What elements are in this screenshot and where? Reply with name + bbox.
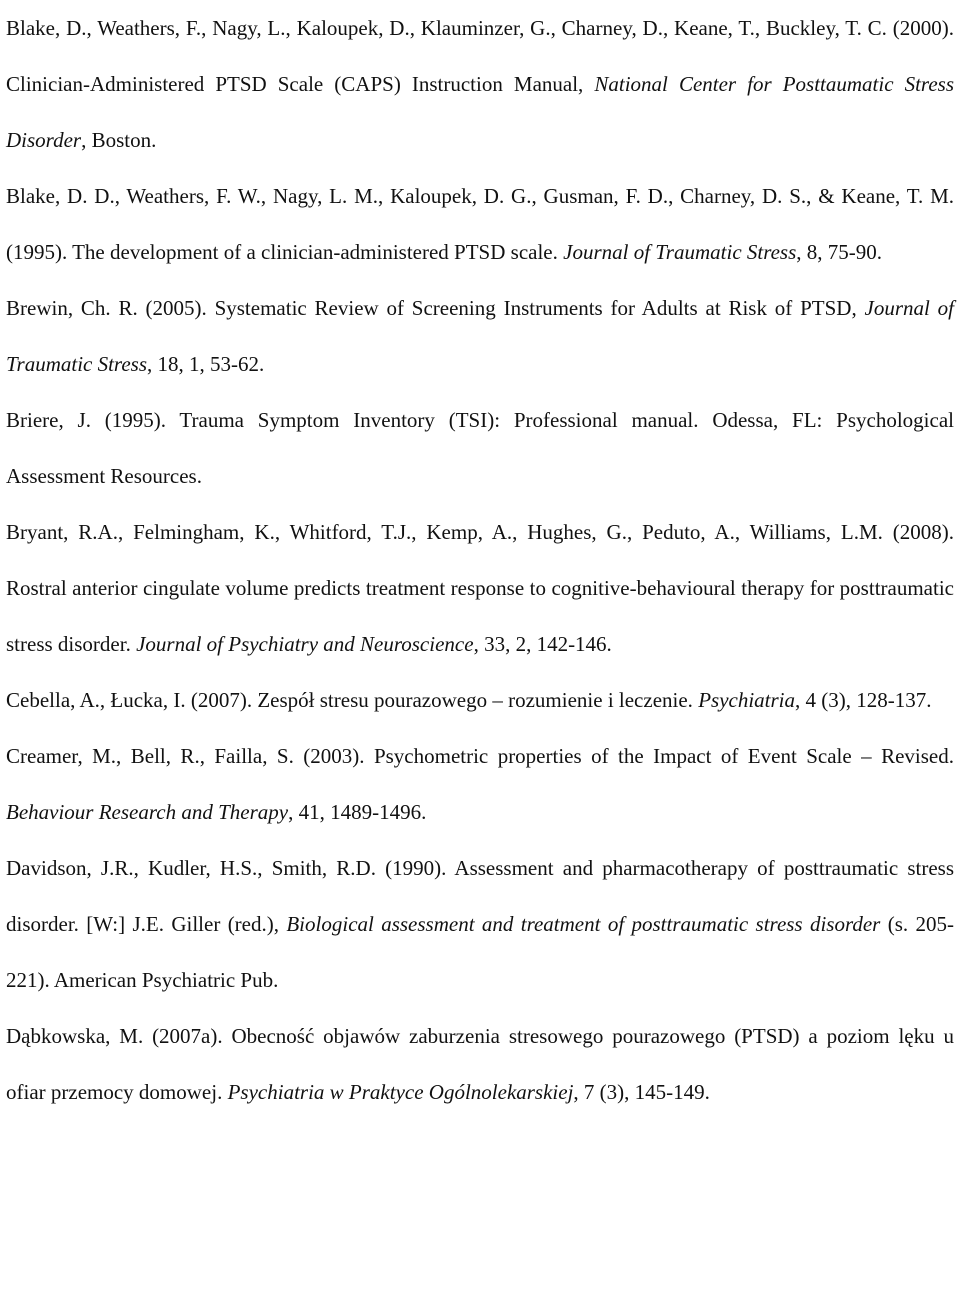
reference-entry xyxy=(6,168,954,280)
reference-entry xyxy=(6,840,954,1008)
reference-text: , 8, 75-90. xyxy=(796,240,883,264)
reference-text: (s. 205-221). American Psychiatric Pub. xyxy=(6,912,954,992)
reference-text: , 7 (3), 145-149. xyxy=(573,1080,710,1104)
reference-text: , 41, 1489-1496. xyxy=(288,800,427,824)
reference-source-title: Biological assessment and treatment of posttraumatic stress disorder xyxy=(286,912,881,936)
reference-entry xyxy=(6,672,954,728)
reference-text: , 33, 2, 142-146. xyxy=(473,632,612,656)
reference-source-title: Psychiatria w Praktyce Ogólnolekarskiej xyxy=(227,1080,574,1104)
reference-list xyxy=(6,0,954,1120)
reference-text: Briere, J. (1995). Trauma Symptom Inventory (TSI): Professional manual. Odessa, FL: Psychological Assessment Resources. xyxy=(6,408,954,488)
reference-source-title: Psychiatria xyxy=(698,688,796,712)
reference-text: Cebella, A., Łucka, I. (2007). Zespół stresu pourazowego – rozumienie i leczenie. xyxy=(6,688,699,712)
reference-text: , 4 (3), 128-137. xyxy=(795,688,932,712)
reference-text: Bryant, R.A., Felmingham, K., Whitford, T.J., Kemp, A., Hughes, G., Peduto, A., Williams, L.M. (2008). Rostral anterior cingulate volume predicts treatment response to cognitive-behavioural therapy for posttraumatic stress disorder. xyxy=(6,520,954,656)
reference-text: Blake, D., Weathers, F., Nagy, L., Kaloupek, D., Klauminzer, G., Charney, D., Keane, T., Buckley, T. C. (2000). Clinician-Administered PTSD Scale (CAPS) Instruction Manual, xyxy=(6,16,954,96)
reference-text: Davidson, J.R., Kudler, H.S., Smith, R.D. (1990). Assessment and pharmacotherapy of posttraumatic stress disorder. [W:] J.E. Giller (red.), xyxy=(6,856,954,936)
reference-source-title: Journal of Traumatic Stress xyxy=(6,296,954,376)
reference-source-title: Behaviour Research and Therapy xyxy=(6,800,289,824)
reference-entry xyxy=(6,392,954,504)
reference-entry xyxy=(6,1008,954,1120)
reference-entry xyxy=(6,728,954,840)
reference-source-title: Journal of Psychiatry and Neuroscience xyxy=(136,632,474,656)
reference-entry xyxy=(6,280,954,392)
reference-text: Dąbkowska, M. (2007a). Obecność objawów zaburzenia stresowego pourazowego (PTSD) a poziom lęku u ofiar przemocy domowej. xyxy=(6,1024,954,1104)
reference-text: , Boston. xyxy=(81,128,157,152)
reference-text: Brewin, Ch. R. (2005). Systematic Review of Screening Instruments for Adults at Risk of PTSD, xyxy=(6,296,865,320)
reference-entry xyxy=(6,0,954,168)
reference-source-title: Journal of Traumatic Stress xyxy=(563,240,797,264)
reference-text: Creamer, M., Bell, R., Failla, S. (2003). Psychometric properties of the Impact of Event Scale – Revised. xyxy=(6,744,954,768)
reference-text: Blake, D. D., Weathers, F. W., Nagy, L. M., Kaloupek, D. G., Gusman, F. D., Charney, D. S., & Keane, T. M. (1995). The development of a clinician-administered PTSD scale. xyxy=(6,184,954,264)
reference-entry xyxy=(6,504,954,672)
reference-text: , 18, 1, 53-62. xyxy=(147,352,265,376)
reference-source-title: National Center for Posttaumatic Stress Disorder xyxy=(6,72,954,152)
